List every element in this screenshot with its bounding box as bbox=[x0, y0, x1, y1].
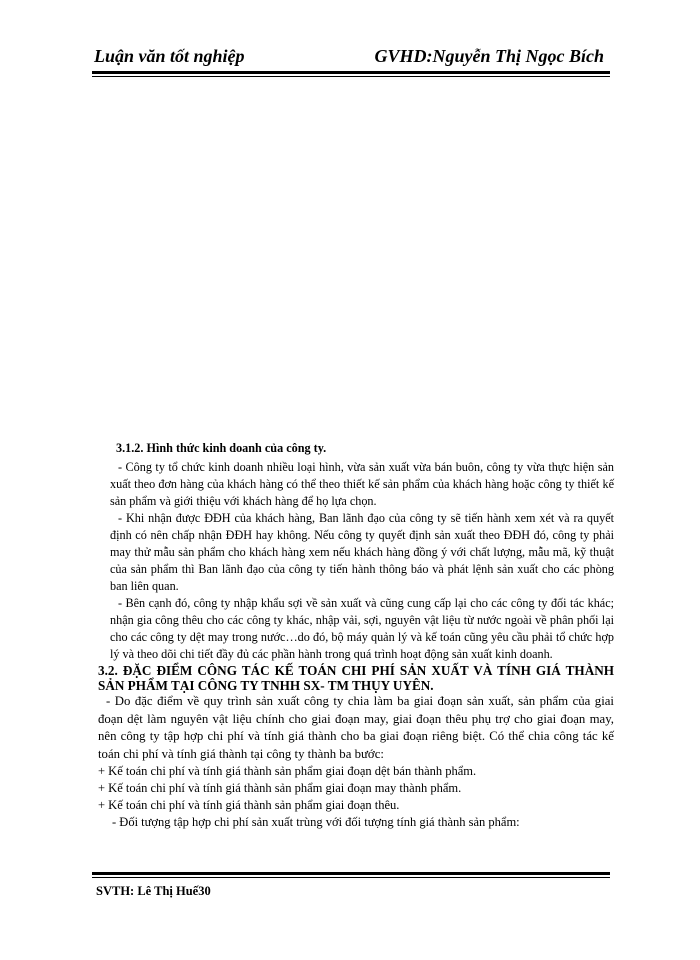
footer-rule-thin bbox=[92, 877, 610, 878]
list-item: + Kế toán chi phí và tính giá thành sản phẩm giai đoạn may thành phẩm. bbox=[98, 781, 462, 795]
student-name: SVTH: Lê Thị Huế30 bbox=[96, 884, 211, 898]
document-body bbox=[98, 440, 614, 831]
header-rule-thin bbox=[92, 76, 610, 77]
section-32-heading: 3.2. ĐẶC ĐIỂM CÔNG TÁC KẾ TOÁN CHI PHÍ SẢN XUẤT VÀ TÍNH GIÁ THÀNH SẢN PHẨM TẠI CÔNG TY TNHH SX- TM THỤY UYÊN. bbox=[98, 663, 614, 693]
paragraph: - Bên cạnh đó, công ty nhập khẩu sợi về sản xuất và cũng cung cấp lại cho các công ty đối tác khác; nhận gia công thêu cho các công ty khác, nhập vải, sợi, nguyên vật liệu từ nước ngoài về phân phối lại cho các công ty dệt may trong nước…do đó, bộ máy quản lý và kế toán cũng yêu cầu phải tổ chức hợp lý và theo dõi chi tiết đầy đủ các phần hành trong quá trình hoạt động sản xuất kinh doanh. bbox=[110, 596, 614, 661]
paragraph: - Công ty tổ chức kinh doanh nhiều loại hình, vừa sản xuất vừa bán buôn, công ty vừa thực hiện sản xuất theo đơn hàng của khách hàng có thể theo thiết kế sản phẩm của khách hàng hoặc công ty thiết kế sản phẩm và giới thiệu với khách hàng để họ lựa chọn. bbox=[110, 460, 614, 508]
section-312-heading: 3.1.2. Hình thức kinh doanh của công ty. bbox=[116, 441, 327, 455]
list-item: + Kế toán chi phí và tính giá thành sản phẩm giai đoạn thêu. bbox=[98, 798, 400, 812]
thesis-title: Luận văn tốt nghiệp bbox=[94, 46, 245, 66]
page-header bbox=[92, 44, 610, 70]
paragraph: - Khi nhận được ĐĐH của khách hàng, Ban lãnh đạo của công ty sẽ tiến hành xem xét và ra quyết định có nên chấp nhận ĐĐH hay không. Nếu công ty quyết định sản xuất theo ĐĐH đó, công ty phải may thử mẫu sản phẩm cho khách hàng xem nếu khách hàng đồng ý với chất lượng, mẫu mã, kỹ thuật của sản phẩm thì Ban lãnh đạo của công ty tiến hành thông báo và phát lệnh sản xuất cho các phòng ban liên quan. bbox=[110, 511, 614, 593]
list-item: + Kế toán chi phí và tính giá thành sản phẩm giai đoạn dệt bán thành phẩm. bbox=[98, 764, 477, 778]
footer-rule-thick bbox=[92, 872, 610, 875]
advisor-name: GVHD:Nguyễn Thị Ngọc Bích bbox=[374, 46, 604, 66]
paragraph: - Đối tượng tập hợp chi phí sản xuất trùng với đối tượng tính giá thành sản phẩm: bbox=[112, 815, 520, 829]
paragraph: - Do đặc điểm về quy trình sản xuất công ty chia làm ba giai đoạn sản xuất, sản phẩm của giai đoạn dệt làm nguyên vật liệu chính cho giai đoạn may, giai đoạn thêu phụ trợ cho giai đoạn may, nên công ty tập hợp chi phí và tính giá thành cho ba giai đoạn riêng biệt. Có thể chia công tác kế toán chi phí và tính giá thành tại công ty thành ba bước: bbox=[98, 694, 614, 761]
header-rule-thick bbox=[92, 71, 610, 74]
